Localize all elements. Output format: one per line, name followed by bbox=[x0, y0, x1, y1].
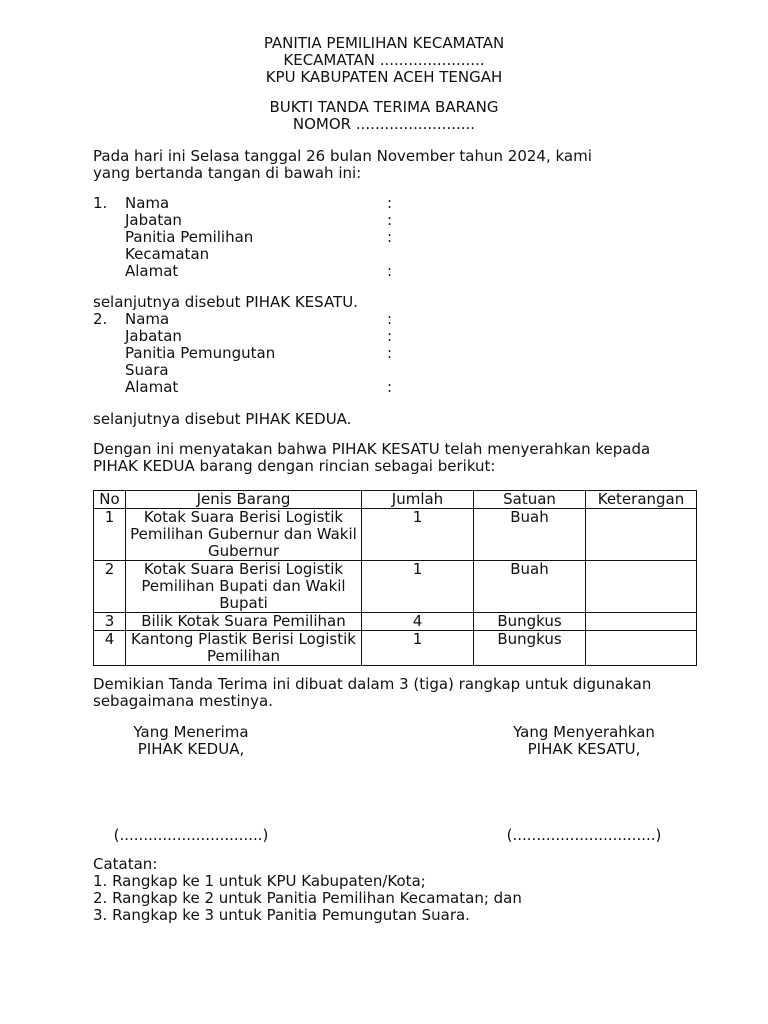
receiver-signature-line: (..............................) bbox=[113, 826, 269, 844]
item-description bbox=[126, 631, 362, 666]
item-note bbox=[586, 509, 697, 561]
giver-title: Yang Menyerahkan bbox=[513, 723, 655, 741]
item-quantity: 1 bbox=[362, 631, 474, 666]
party-2-address-label: Alamat bbox=[125, 378, 179, 396]
kpu-name: KPU KABUPATEN ACEH TENGAH bbox=[265, 68, 503, 86]
document-number: NOMOR ......................... bbox=[292, 115, 476, 133]
party-1-address-label: Alamat bbox=[125, 262, 179, 280]
party-1-position-label: Jabatan bbox=[125, 211, 182, 229]
party-2-number: 2. bbox=[93, 310, 108, 328]
item-quantity: 4 bbox=[362, 613, 474, 631]
statement-line-1: Dengan ini menyatakan bahwa PIHAK KESATU telah menyerahkan kepada bbox=[93, 440, 651, 458]
row-number: 1 bbox=[94, 509, 126, 561]
party-2-address-colon: : bbox=[387, 378, 393, 396]
giver-party: PIHAK KESATU, bbox=[527, 740, 641, 758]
item-quantity: 1 bbox=[362, 561, 474, 613]
statement-line-2: PIHAK KEDUA barang dengan rincian sebagai berikut: bbox=[93, 457, 496, 475]
table-row bbox=[94, 561, 697, 613]
district-name: KECAMATAN ...................... bbox=[283, 51, 485, 69]
party-1-position-colon: : bbox=[387, 211, 393, 229]
party-1-committee-label: Panitia Pemilihan bbox=[125, 228, 254, 246]
item-description bbox=[126, 561, 362, 613]
row-number: 4 bbox=[94, 631, 126, 666]
row-number: 3 bbox=[94, 613, 126, 631]
closing-line-2: sebagaimana mestinya. bbox=[93, 692, 273, 710]
party-2-designation: selanjutnya disebut PIHAK KEDUA. bbox=[93, 410, 352, 428]
item-unit: Bungkus bbox=[474, 631, 586, 666]
party-2-position-colon: : bbox=[387, 327, 393, 345]
item-description-line: Gubernur bbox=[208, 542, 279, 560]
item-unit: Bungkus bbox=[474, 613, 586, 631]
intro-line-2: yang bertanda tangan di bawah ini: bbox=[93, 164, 362, 182]
item-description-line: Pemilihan Gubernur dan Wakil bbox=[130, 525, 357, 543]
item-description-line: Bilik Kotak Suara Pemilihan bbox=[141, 612, 346, 630]
note-item: 3. Rangkap ke 3 untuk Panitia Pemungutan Suara. bbox=[93, 906, 470, 924]
table-row bbox=[94, 509, 697, 561]
item-note bbox=[586, 613, 697, 631]
note-item: 2. Rangkap ke 2 untuk Panitia Pemilihan Kecamatan; dan bbox=[93, 889, 522, 907]
party-1-name-label: Nama bbox=[125, 194, 170, 212]
notes-title: Catatan: bbox=[93, 855, 158, 873]
party-2-name-label: Nama bbox=[125, 310, 170, 328]
column-header-quantity: Jumlah bbox=[362, 491, 474, 509]
items-table bbox=[93, 490, 697, 666]
column-header-note: Keterangan bbox=[586, 491, 697, 509]
item-description-line: Kotak Suara Berisi Logistik bbox=[143, 508, 344, 526]
item-unit: Buah bbox=[474, 561, 586, 613]
item-description-line: Bupati bbox=[219, 594, 268, 612]
item-description bbox=[126, 613, 362, 631]
table-header-row bbox=[94, 491, 697, 509]
party-1-address-colon: : bbox=[387, 262, 393, 280]
column-header-unit: Satuan bbox=[474, 491, 586, 509]
item-quantity: 1 bbox=[362, 509, 474, 561]
receiver-party: PIHAK KEDUA, bbox=[137, 740, 245, 758]
party-1-committee-colon: : bbox=[387, 228, 393, 246]
document-title: BUKTI TANDA TERIMA BARANG bbox=[269, 98, 499, 116]
intro-line-1: Pada hari ini Selasa tanggal 26 bulan November tahun 2024, kami bbox=[93, 147, 592, 165]
column-header-item: Jenis Barang bbox=[126, 491, 362, 509]
item-unit: Buah bbox=[474, 509, 586, 561]
closing-line-1: Demikian Tanda Terima ini dibuat dalam 3 (tiga) rangkap untuk digunakan bbox=[93, 675, 652, 693]
table-row bbox=[94, 613, 697, 631]
column-header-no: No bbox=[94, 491, 126, 509]
row-number: 2 bbox=[94, 561, 126, 613]
table-row bbox=[94, 631, 697, 666]
item-description-line: Kantong Plastik Berisi Logistik bbox=[131, 630, 356, 648]
party-2-position-label: Jabatan bbox=[125, 327, 182, 345]
party-2-committee-label: Panitia Pemungutan bbox=[125, 344, 276, 362]
receiver-title: Yang Menerima bbox=[133, 723, 249, 741]
party-1-name-colon: : bbox=[387, 194, 393, 212]
item-description-line: Kotak Suara Berisi Logistik bbox=[143, 560, 344, 578]
party-1-designation: selanjutnya disebut PIHAK KESATU. bbox=[93, 293, 358, 311]
note-item: 1. Rangkap ke 1 untuk KPU Kabupaten/Kota; bbox=[93, 872, 426, 890]
item-note bbox=[586, 631, 697, 666]
item-note bbox=[586, 561, 697, 613]
party-2-committee-colon: : bbox=[387, 344, 393, 362]
giver-signature-line: (..............................) bbox=[506, 826, 662, 844]
party-2-committee-label-cont: Suara bbox=[125, 361, 169, 379]
item-description bbox=[126, 509, 362, 561]
item-description-line: Pemilihan bbox=[206, 647, 281, 665]
party-1-committee-label-cont: Kecamatan bbox=[125, 245, 210, 263]
party-1-number: 1. bbox=[93, 194, 108, 212]
committee-name: PANITIA PEMILIHAN KECAMATAN bbox=[263, 34, 505, 52]
item-description-line: Pemilihan Bupati dan Wakil bbox=[141, 577, 346, 595]
party-2-name-colon: : bbox=[387, 310, 393, 328]
